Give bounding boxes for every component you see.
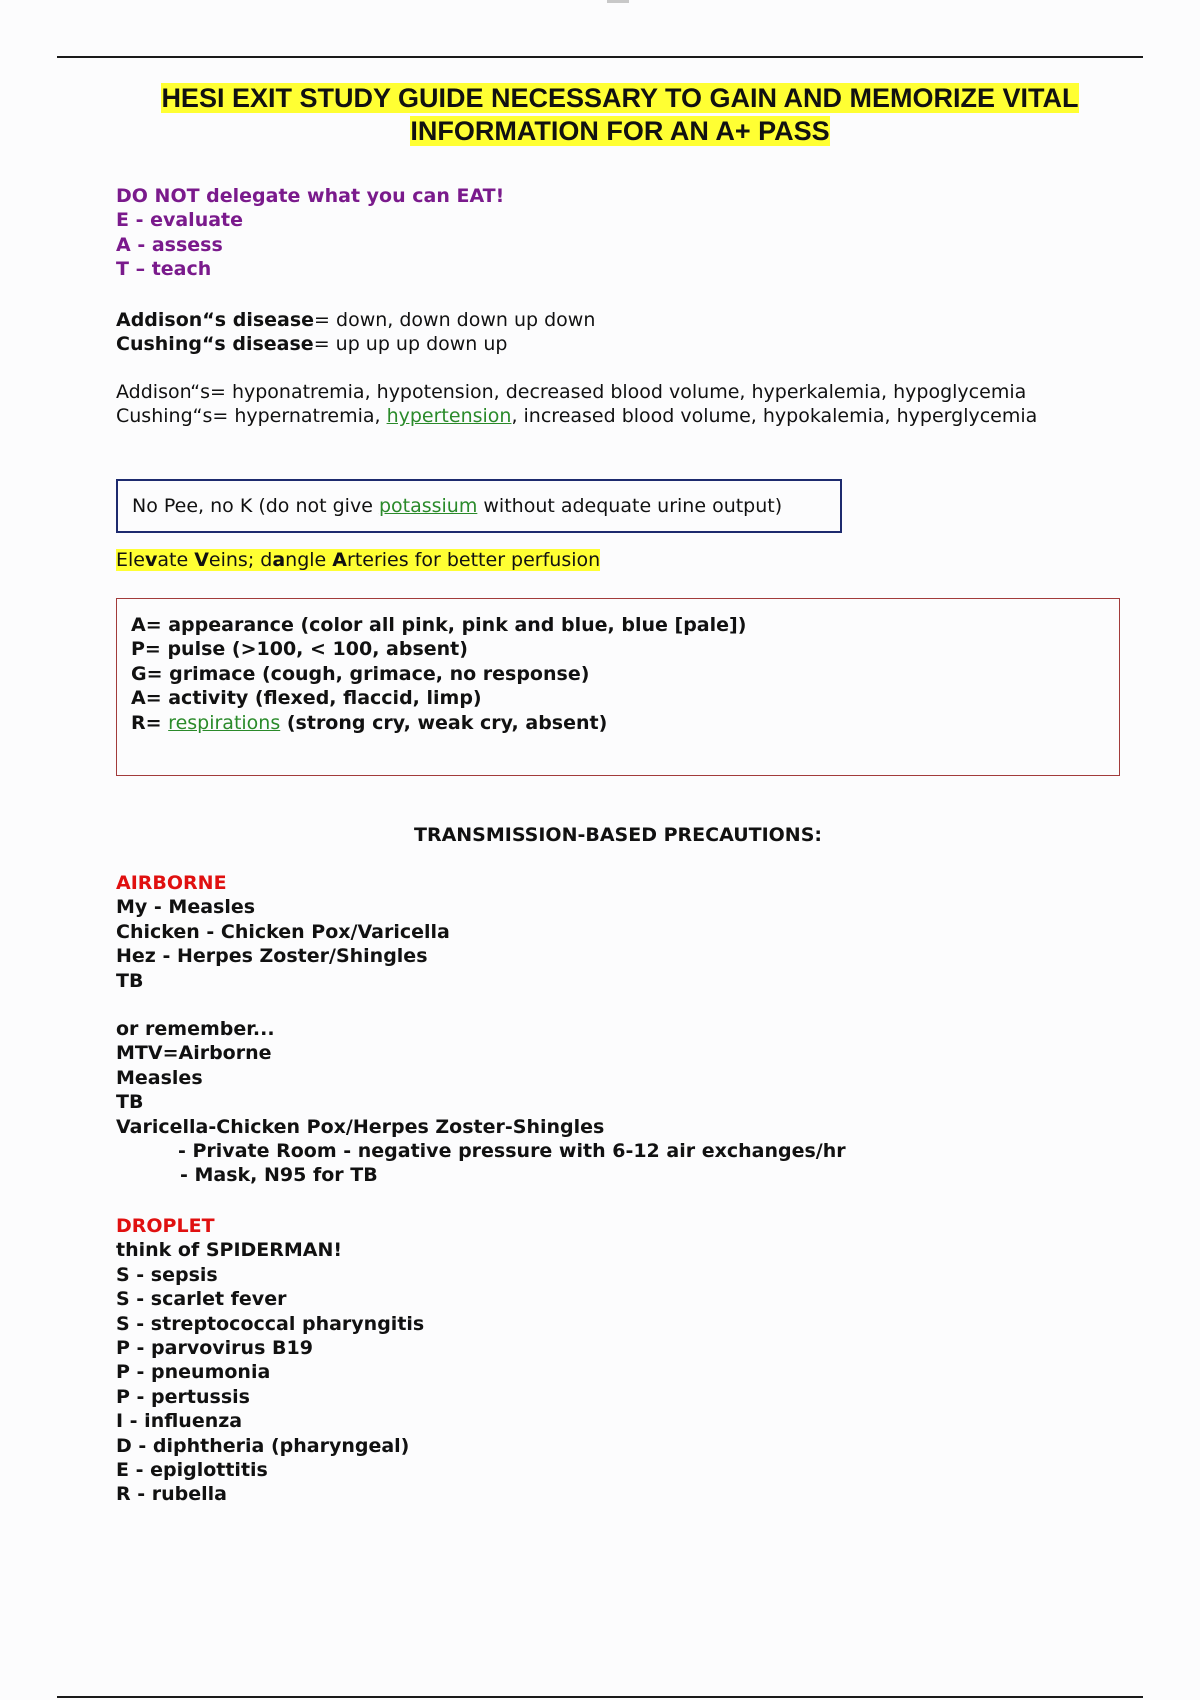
respirations-link[interactable]: respirations <box>168 711 281 734</box>
no-pee-post: without adequate urine output) <box>477 495 783 517</box>
veins-text: d <box>260 549 273 571</box>
apgar-item: G= grimace (cough, grimace, no response) <box>131 662 590 685</box>
delegate-section <box>116 184 504 282</box>
airborne-precaution: - Mask, N95 for TB <box>180 1164 378 1187</box>
veins-highlight <box>116 549 600 571</box>
droplet-item: P - pneumonia <box>116 1361 271 1384</box>
airborne-item: My - Measles <box>116 896 256 919</box>
veins-bold: a <box>272 549 286 571</box>
apgar-box <box>116 598 1120 776</box>
droplet-item: I - influenza <box>116 1410 243 1433</box>
footer-rule <box>57 1696 1143 1698</box>
veins-text: Ele <box>116 549 145 571</box>
veins-bold: v <box>144 549 158 571</box>
droplet-heading: DROPLET <box>116 1215 215 1237</box>
veins-text: rteries for better perfusion <box>347 549 601 571</box>
airborne-remember: Measles <box>116 1066 203 1089</box>
addison-value: = down, down down up down <box>314 309 596 331</box>
addison-label: Addison“s disease <box>116 309 315 331</box>
title-line-1: HESI EXIT STUDY GUIDE NECESSARY TO GAIN AND MEMORIZE VITAL <box>161 83 1079 113</box>
delegate-item: T – teach <box>116 258 212 281</box>
veins-text: ngle <box>285 549 333 571</box>
header-rule <box>57 56 1143 58</box>
droplet-item: S - sepsis <box>116 1263 218 1286</box>
veins-text: ate <box>157 549 195 571</box>
spacer <box>116 993 846 1017</box>
cushing-detail <box>116 404 1037 428</box>
transmission-heading: TRANSMISSION-BASED PRECAUTIONS: <box>413 824 822 846</box>
title-line-2: INFORMATION FOR AN A+ PASS <box>410 116 830 146</box>
airborne-item: Chicken - Chicken Pox/Varicella <box>116 920 450 943</box>
delegate-item: A - assess <box>116 233 223 256</box>
droplet-item: P - pertussis <box>116 1385 250 1408</box>
potassium-link[interactable]: potassium <box>378 495 478 517</box>
apgar-r-pre: R= <box>131 711 169 734</box>
veins-mnemonic <box>116 548 600 572</box>
droplet-item: D - diphtheria (pharyngeal) <box>116 1434 410 1457</box>
droplet-section <box>116 1214 424 1507</box>
apgar-item: A= activity (flexed, flaccid, limp) <box>131 687 482 710</box>
apgar-item-respirations <box>131 711 1119 735</box>
apgar-item: A= appearance (color all pink, pink and blue, blue [pale]) <box>131 614 747 636</box>
no-pee-pre: No Pee, no K (do not give <box>132 495 379 517</box>
cushing-label: Cushing“s disease <box>116 333 314 356</box>
addison-line <box>116 308 595 332</box>
cushing-detail-post: , increased blood volume, hypokalemia, hyperglycemia <box>511 405 1038 428</box>
airborne-item: TB <box>116 969 144 992</box>
airborne-remember: TB <box>116 1091 144 1114</box>
airborne-heading: AIRBORNE <box>116 872 227 894</box>
droplet-item: P - parvovirus B19 <box>116 1337 313 1360</box>
droplet-intro: think of SPIDERMAN! <box>116 1239 343 1262</box>
addison-cushing-summary <box>116 308 595 357</box>
cushing-detail-pre: Cushing“s= hypernatremia, <box>116 405 387 428</box>
veins-text: eins; <box>208 549 261 571</box>
delegate-heading: DO NOT delegate what you can EAT! <box>116 185 505 207</box>
veins-bold: V <box>194 549 209 571</box>
airborne-item: Hez - Herpes Zoster/Shingles <box>116 945 428 968</box>
addison-detail: Addison“s= hyponatremia, hypotension, decreased blood volume, hyperkalemia, hypoglycemia <box>116 381 1027 403</box>
hypertension-link[interactable]: hypertension <box>386 405 512 428</box>
page-title <box>120 82 1120 148</box>
airborne-section <box>116 871 846 1188</box>
no-pee-box <box>116 479 842 533</box>
apgar-item: P= pulse (>100, < 100, absent) <box>131 638 468 661</box>
droplet-item: R - rubella <box>116 1483 227 1506</box>
addison-cushing-detail <box>116 380 1037 429</box>
cushing-line <box>116 332 595 356</box>
veins-bold: A <box>332 549 348 571</box>
delegate-item: E - evaluate <box>116 209 244 232</box>
droplet-item: S - streptococcal pharyngitis <box>116 1312 425 1335</box>
airborne-precaution: - Private Room - negative pressure with 6-12 air exchanges/hr <box>178 1140 846 1163</box>
apgar-r-post: (strong cry, weak cry, absent) <box>280 711 608 734</box>
airborne-remember: Varicella-Chicken Pox/Herpes Zoster-Shingles <box>116 1115 605 1138</box>
airborne-remember: MTV=Airborne <box>116 1042 272 1065</box>
droplet-item: S - scarlet fever <box>116 1288 287 1311</box>
airborne-remember: or remember... <box>116 1018 275 1041</box>
page-top-mark <box>607 0 629 3</box>
droplet-item: E - epiglottitis <box>116 1459 268 1482</box>
cushing-value: = up up up down up <box>313 333 508 356</box>
